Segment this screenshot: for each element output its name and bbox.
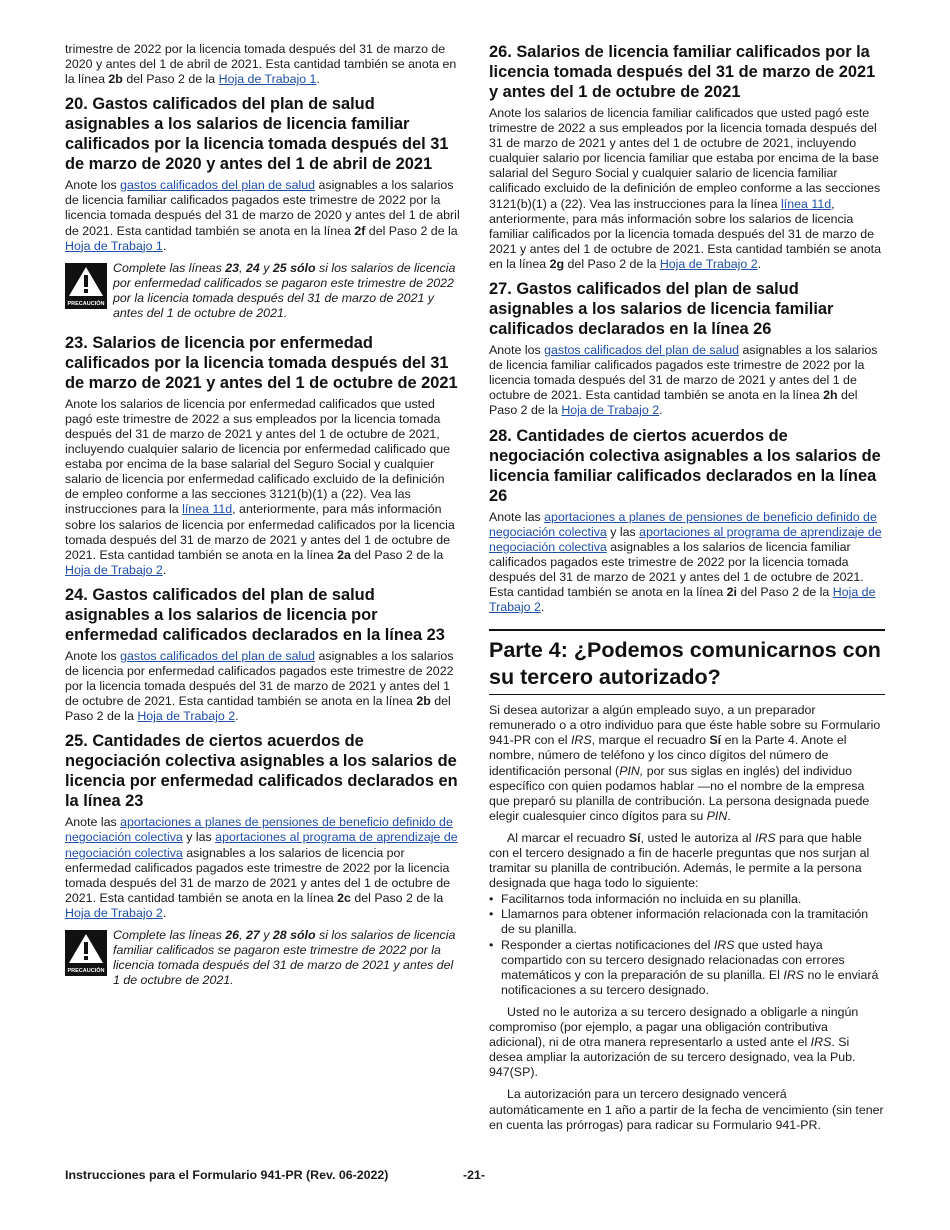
hoja-trabajo-2-link[interactable]: Hoja de Trabajo 2 <box>659 256 758 271</box>
section-20-heading: 20. Gastos calificados del plan de salud asignables a los salarios de licencia familiar calificados por la licencia tomada después del 31 de marzo de 2020 y antes del 1 de abril de 2021 <box>65 95 449 174</box>
hoja-trabajo-2-link[interactable]: Hoja de Trabajo 2 <box>65 562 163 577</box>
gastos-plan-salud-link[interactable]: gastos calificados del plan de salud <box>544 343 740 358</box>
section-27-body: Anote los gastos calificados del plan de salud asignables a los salarios de licencia familiar calificados pagados este trimestre de 2022 por la licencia tomada después del 31 de marzo de 2021 y antes del 1 de octubre de 2021. Esta cantidad también se anota en la línea 2h del Paso 2 de la Hoja de Trabajo 2. <box>489 343 878 418</box>
section-25-body: Anote las aportaciones a planes de pensiones de beneficio definido de negociación colectiva y las aportaciones al programa de aprendizaje de negociación colectiva asignables a los salarios de licencia por enfermedad calificados pagados este trimestre de 2022 por la licencia tomada después del 31 de marzo de 2021 y antes del 1 de octubre de 2021. Esta cantidad también se anota en la línea 2c del Paso 2 de la Hoja de Trabajo 2. <box>65 815 458 920</box>
section-24-heading: 24. Gastos calificados del plan de salud asignables a los salarios de licencia por enfermedad calificados declarados en la línea 23 <box>65 585 445 644</box>
caution-label: PRECAUCIÓN <box>65 300 107 309</box>
section-26-heading: 26. Salarios de licencia familiar calificados por la licencia tomada después del 31 de marzo de 2021 y antes del 1 de octubre de 2021 <box>489 43 876 101</box>
hoja-trabajo-2-link[interactable]: Hoja de Trabajo 2 <box>65 905 163 920</box>
hoja-trabajo-2-link[interactable]: Hoja de Trabajo 2 <box>489 584 876 615</box>
footer-title: Instrucciones para el Formulario 941-PR (Rev. 06-2022) <box>65 1168 389 1182</box>
page-number: -21- <box>463 1168 486 1182</box>
section-20-body: Anote los gastos calificados del plan de salud asignables a los salarios de licencia familiar calificados pagados este trimestre de 2022 por la licencia tomada después del 31 de marzo de 2020 y antes del 1 de abril de 2021. Esta cantidad también se anota en la línea 2f del Paso 2 de la Hoja de Trabajo 1. <box>65 178 460 253</box>
aprendizaje-link[interactable]: aportaciones al programa de aprendizaje de negociación colectiva <box>65 830 458 860</box>
list-item: • Llamarnos para obtener información relacionada con la tramitación de su planilla. <box>489 907 885 937</box>
hoja-trabajo-2-link[interactable]: Hoja de Trabajo 2 <box>561 403 660 418</box>
section-27-heading: 27. Gastos calificados del plan de salud asignables a los salarios de licencia familiar calificados declarados en la línea 26 <box>489 280 834 339</box>
caution-note <box>65 261 461 323</box>
caution-text: Complete las líneas 23, 24 y 25 sólo si los salarios de licencia por enfermedad calificados se pagaron este trimestre de 2022 por la licencia tomada después del 31 de marzo de 2021 y antes del 1 de octubre de 2021. <box>113 260 456 321</box>
bullet-list <box>489 892 885 998</box>
section-24-body: Anote los gastos calificados del plan de salud asignables a los salarios de licencia por enfermedad calificados pagados este trimestre de 2022 por la licencia tomada después del 31 de marzo de 2021 y antes del 1 de octubre de 2021. Esta cantidad también se anota en la línea 2b del Paso 2 de la Hoja de Trabajo 2. <box>65 648 454 724</box>
hoja-trabajo-1-link[interactable]: Hoja de Trabajo 1 <box>218 72 317 87</box>
caution-label: PRECAUCIÓN <box>65 967 107 976</box>
parte-4-paragraph-4: La autorización para un tercero designado vencerá automáticamente en 1 año a partir de la fecha de vencimiento (sin tener en cuenta las prórrogas) para radicar su Formulario 941-PR. <box>489 1087 884 1132</box>
caution-icon <box>65 930 107 976</box>
parte-4-title: Parte 4: ¿Podemos comunicarnos con su tercero autorizado? <box>489 638 881 690</box>
pensiones-link[interactable]: aportaciones a planes de pensiones de beneficio definido de negociación colectiva <box>489 509 877 539</box>
pensiones-link[interactable]: aportaciones a planes de pensiones de beneficio definido de negociación colectiva <box>65 815 453 845</box>
linea-11d-link[interactable]: línea 11d <box>781 196 832 211</box>
left-column <box>65 42 461 1000</box>
hoja-trabajo-2-link[interactable]: Hoja de Trabajo 2 <box>137 709 236 724</box>
caution-text: Complete las líneas 26, 27 y 28 sólo si los salarios de licencia familiar calificados se pagaron este trimestre de 2022 por la licencia tomada después del 31 de marzo de 2021 y antes del 1 de octubre de 2021. <box>113 928 456 988</box>
title-underline <box>489 694 885 695</box>
caution-icon <box>65 263 107 309</box>
section-23-body: Anote los salarios de licencia por enfermedad calificados que usted pagó este trimestre de 2022 a sus empleados por la licencia tomada después del 31 de marzo de 2021 y antes del 1 de octubre de 2021, incluyendo cualquier salario de licencia por enfermedad calificado que estaba por encima de la base salarial del Seguro Social y cualquier salario de licencia por enfermedad calificado excluido de la definición de empleo conforme a las secciones 3121(b)(1) a (22). Vea las instrucciones para la línea 11d, anteriormente, para más información sobre los salarios de licencia por enfermedad calificados por la licencia tomada después del 31 de marzo de 2021 y antes del 1 de octubre de 2021. Esta cantidad también se anota en la línea 2a del Paso 2 de la Hoja de Trabajo 2. <box>65 396 455 577</box>
parte-4-paragraph-3: Usted no le autoriza a su tercero designado a obligarle a ningún compromiso (por ejemplo, a pagar una obligación contributiva adicional), ni de otra manera representarlo a usted ante el IRS. Si desea ampliar la autorización de su tercero designado, vea la Pub. 947(SP). <box>489 1004 859 1080</box>
parte-4-paragraph-1: Si desea autorizar a algún empleado suyo, a un preparador remunerado o a otro individuo para que éste hable sobre su Formulario 941-PR con el IRS, marque el recuadro Sí en la Parte 4. Anote el nombre, número de teléfono y los cinco dígitos del número de identificación personal (PIN, por sus siglas en inglés) del individuo específico con quien podamos hablar —no el nombre de la empresa que preparó su planilla de contribución. La persona designada puede elegir cualesquier cinco dígitos para su PIN. <box>489 703 881 823</box>
section-divider <box>489 629 885 631</box>
intro-paragraph: trimestre de 2022 por la licencia tomada después del 31 de marzo de 2020 y antes del 1 de abril de 2021. Esta cantidad también se anota en la línea 2b del Paso 2 de la Hoja de Trabajo 1. <box>65 42 457 87</box>
hoja-trabajo-1-link[interactable]: Hoja de Trabajo 1 <box>65 238 163 253</box>
parte-4-paragraph-2: Al marcar el recuadro Sí, usted le autoriza al IRS para que hable con el tercero designado a fin de hacerle preguntas que nos surjan al tramitar su planilla de contribución. Además, le permite a la persona designada que haga todo lo siguiente: <box>489 830 870 891</box>
aprendizaje-link[interactable]: aportaciones al programa de aprendizaje de negociación colectiva <box>489 524 882 554</box>
linea-11d-link[interactable]: línea 11d <box>182 502 233 517</box>
section-23-heading: 23. Salarios de licencia por enfermedad calificados por la licencia tomada después del 31 de marzo de 2021 y antes del 1 de octubre de 2021 <box>65 333 458 392</box>
caution-note <box>65 928 461 990</box>
gastos-plan-salud-link[interactable]: gastos calificados del plan de salud <box>120 178 316 193</box>
list-item: • Responder a ciertas notificaciones del IRS que usted haya compartido con su tercero designado relacionadas con errores matemáticos y con la preparación de su planilla. El IRS no le enviará notificaciones a su tercero designado. <box>489 938 885 998</box>
section-25-heading: 25. Cantidades de ciertos acuerdos de negociación colectiva asignables a los salarios de licencia por enfermedad calificados declarados en la línea 23 <box>65 732 458 811</box>
list-item: • Facilitarnos toda información no incluida en su planilla. <box>489 892 885 907</box>
right-column <box>489 42 885 1140</box>
section-26-body: Anote los salarios de licencia familiar calificados que usted pagó este trimestre de 2022 a sus empleados por la licencia tomada después del 31 de marzo de 2021 y antes del 1 de octubre de 2021, incluyendo cualquier salario por licencia familiar que estaba por encima de la base salarial del Seguro Social y cualquier salario de licencia familiar calificado excluido de la definición de empleo conforme a las secciones 3121(b)(1) a (22). Vea las instrucciones para la línea línea 11d, anteriormente, para más información sobre los salarios de licencia familiar calificados por la licencia tomada después del 31 de marzo de 2021 y antes del 1 de octubre de 2021. Esta cantidad también se anota en la línea 2g del Paso 2 de la Hoja de Trabajo 2. <box>489 106 881 271</box>
section-28-heading: 28. Cantidades de ciertos acuerdos de negociación colectiva asignables a los salarios de licencia familiar calificados declarados en la línea 26 <box>489 426 881 505</box>
page-footer <box>65 1168 885 1182</box>
gastos-plan-salud-link[interactable]: gastos calificados del plan de salud <box>120 648 316 663</box>
section-28-body: Anote las aportaciones a planes de pensiones de beneficio definido de negociación colectiva y las aportaciones al programa de aprendizaje de negociación colectiva asignables a los salarios de licencia familiar calificados pagados este trimestre de 2022 por la licencia tomada después del 31 de marzo de 2021 y antes del 1 de octubre de 2021. Esta cantidad también se anota en la línea 2i del Paso 2 de la Hoja de Trabajo 2. <box>489 509 882 615</box>
